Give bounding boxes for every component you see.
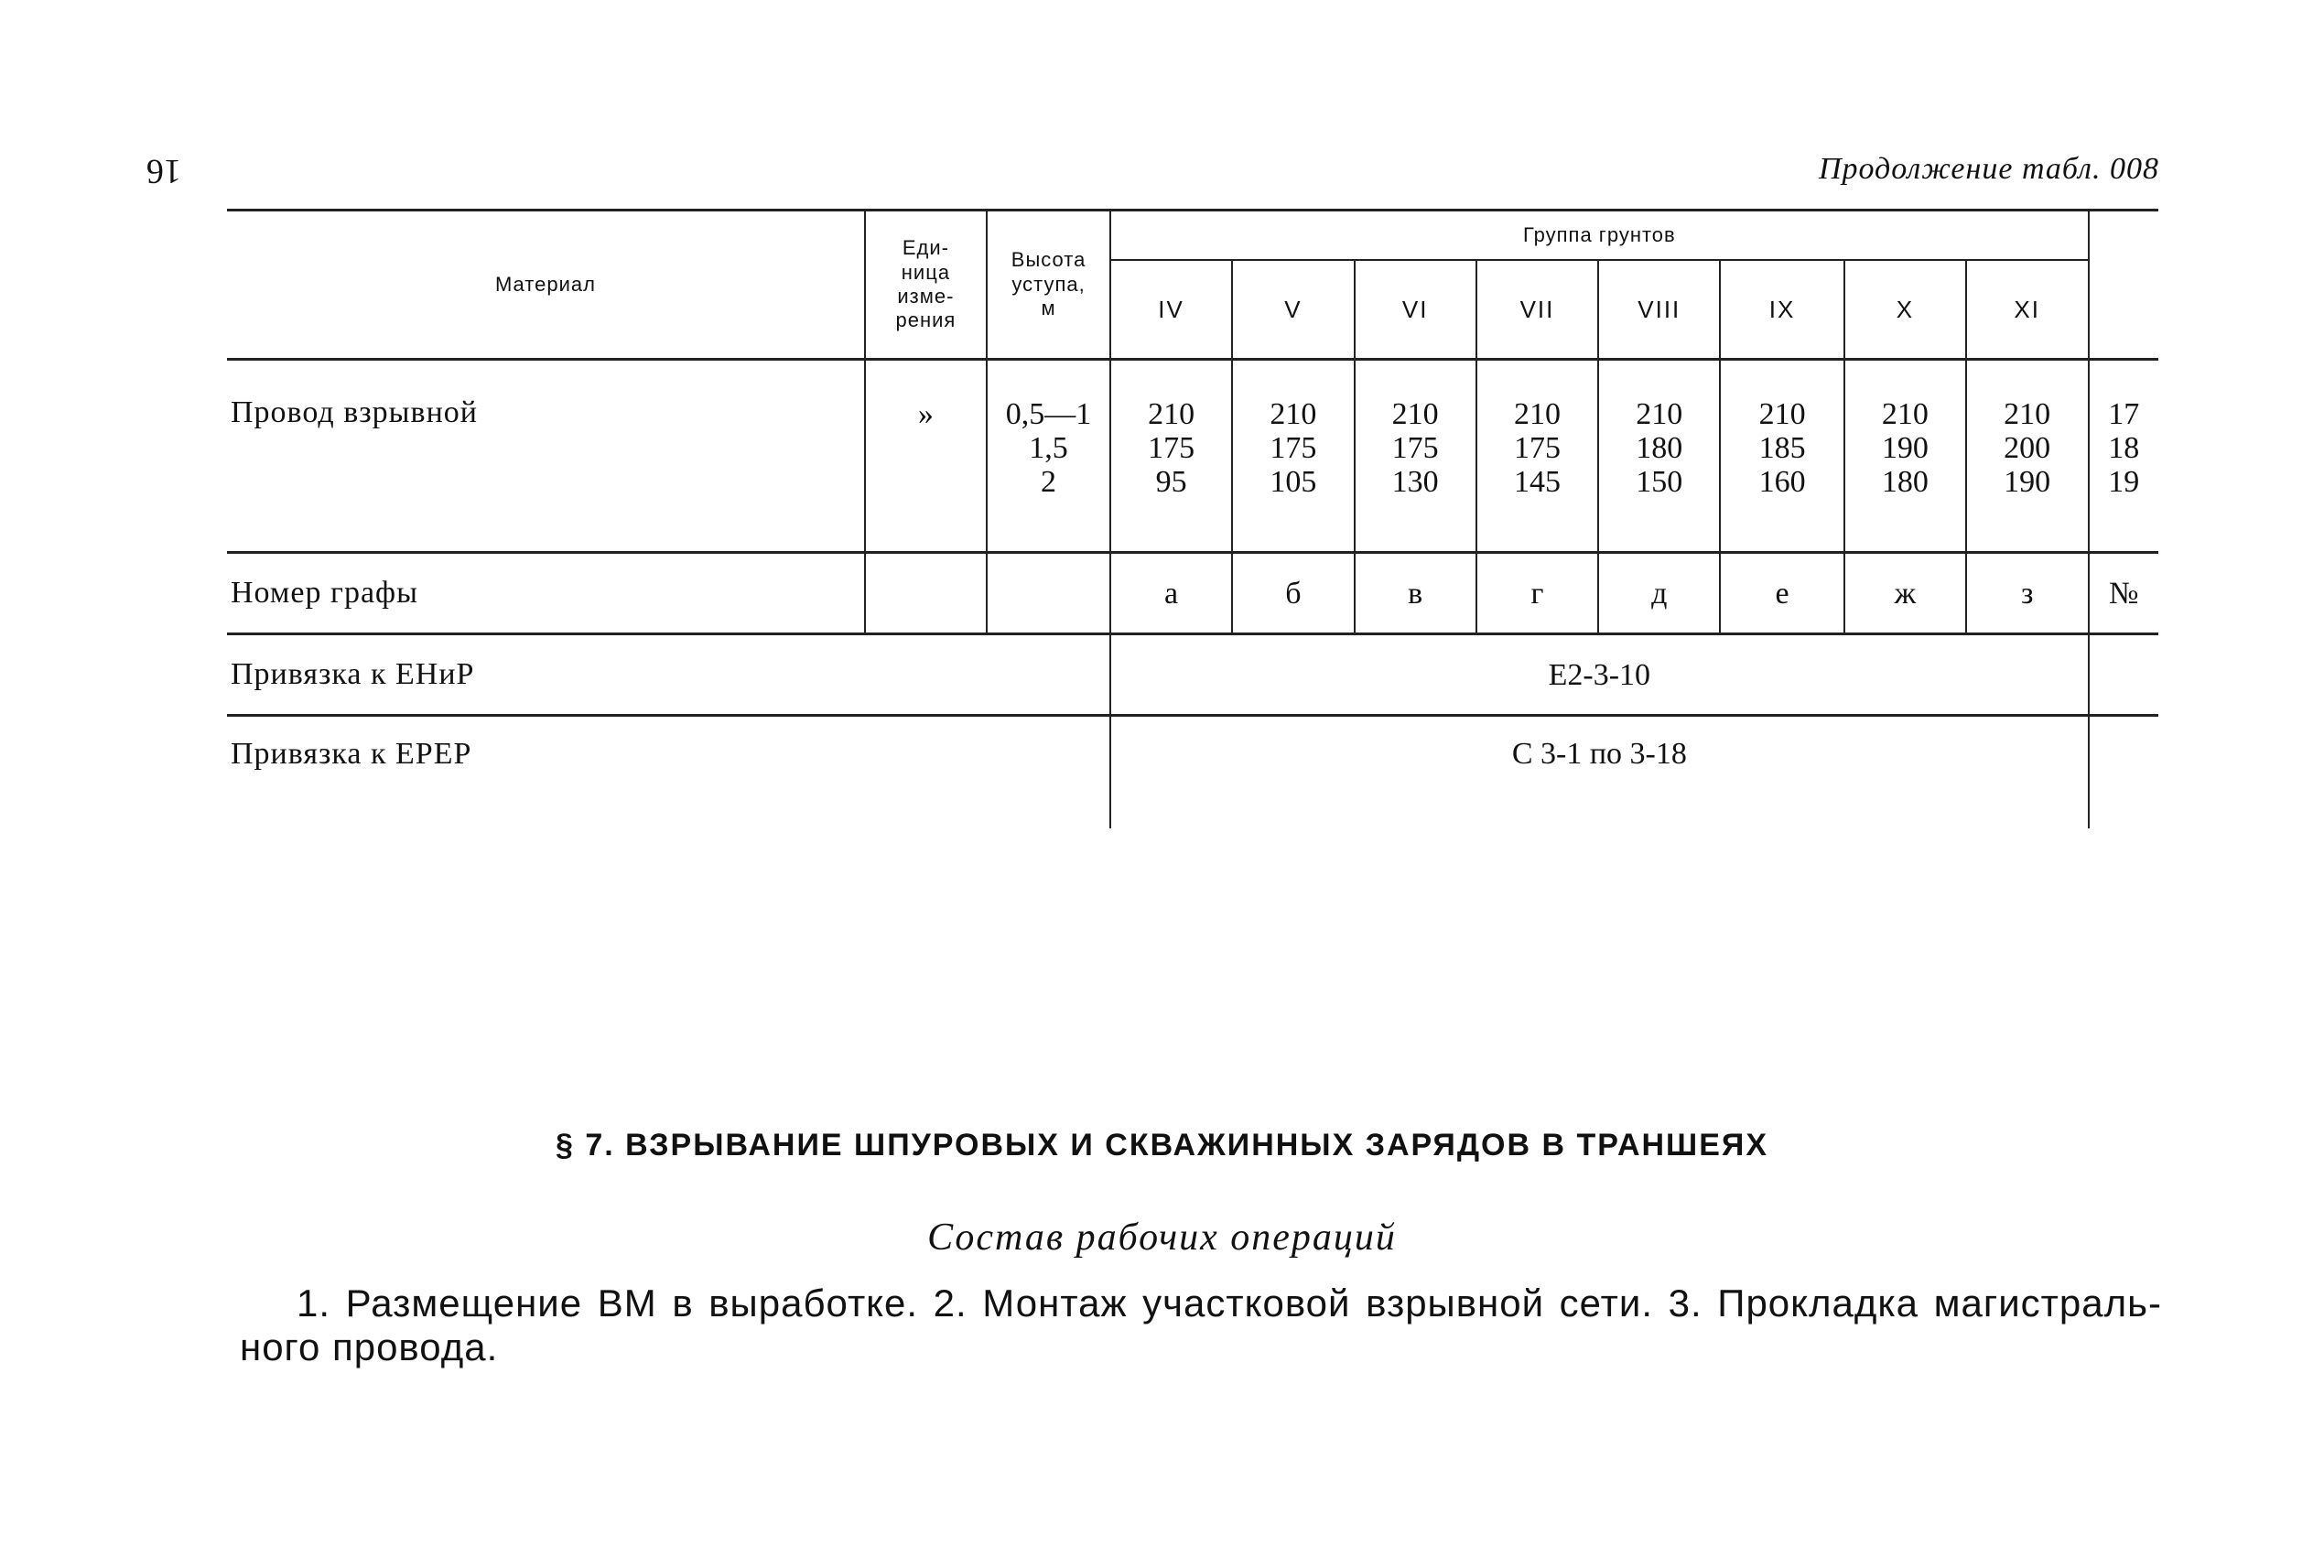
- empty-unit: [865, 553, 987, 634]
- empty-erer-last: [2089, 716, 2158, 829]
- graph-letter-d: д: [1598, 553, 1720, 634]
- group-header-vii: VII: [1476, 260, 1599, 360]
- table-row-enir: [227, 634, 2158, 716]
- value-viii: 210 180 150: [1598, 360, 1720, 553]
- label-graph-number: Номер графы: [227, 553, 865, 634]
- group-header-iv: IV: [1110, 260, 1232, 360]
- value-erer: С 3-1 по 3-18: [1110, 716, 2088, 829]
- group-header-viii: VIII: [1598, 260, 1720, 360]
- material-provod: Провод взрывной: [227, 360, 865, 553]
- group-header-ix: IX: [1720, 260, 1844, 360]
- value-x: 210 190 180: [1844, 360, 1966, 553]
- header-unit: Еди- ница изме- рения: [865, 211, 987, 360]
- graph-letter-e: е: [1720, 553, 1844, 634]
- operations-paragraph: [240, 1281, 2162, 1369]
- graph-letter-v: в: [1355, 553, 1476, 634]
- graph-letter-z: з: [1966, 553, 2089, 634]
- header-blank: [2089, 211, 2158, 360]
- row-numbers: 17 18 19: [2089, 360, 2158, 553]
- heights-provod: 0,5—1 1,5 2: [987, 360, 1110, 553]
- value-vii: 210 175 145: [1476, 360, 1599, 553]
- section-title: § 7. ВЗРЫВАНИЕ ШПУРОВЫХ И СКВАЖИННЫХ ЗАРЯДОВ В ТРАНШЕЯХ: [555, 1128, 1769, 1162]
- operations-text: 1. Размещение ВМ в выработке. 2. Монтаж участковой взрывной сети. 3. Прокладка магистраль-ного провода.: [240, 1281, 2162, 1368]
- empty-height: [987, 553, 1110, 634]
- graph-letter-a: а: [1110, 553, 1232, 634]
- group-header-xi: XI: [1966, 260, 2089, 360]
- table-row-provod: [227, 360, 2158, 553]
- table-continuation-caption: Продолжение табл. 008: [1818, 152, 2159, 186]
- table-row-graph-number: [227, 553, 2158, 634]
- value-iv: 210 175 95: [1110, 360, 1232, 553]
- header-soil-group: Группа грунтов: [1110, 211, 2088, 261]
- group-header-v: V: [1232, 260, 1355, 360]
- value-vi: 210 175 130: [1355, 360, 1476, 553]
- group-header-vi: VI: [1355, 260, 1476, 360]
- table-row-erer: [227, 716, 2158, 829]
- value-enir: Е2-3-10: [1110, 634, 2088, 716]
- value-ix: 210 185 160: [1720, 360, 1844, 553]
- graph-letter-g: г: [1476, 553, 1599, 634]
- graph-letter-zh: ж: [1844, 553, 1966, 634]
- graph-number-sign: №: [2089, 553, 2158, 634]
- section-subtitle: Состав рабочих операций: [927, 1217, 1397, 1259]
- header-material: Материал: [227, 211, 865, 360]
- page-number: 16: [146, 152, 181, 190]
- group-header-x: X: [1844, 260, 1966, 360]
- label-enir: Привязка к ЕНиР: [227, 634, 1110, 716]
- empty-enir-last: [2089, 634, 2158, 716]
- value-v: 210 175 105: [1232, 360, 1355, 553]
- value-xi: 210 200 190: [1966, 360, 2089, 553]
- norms-table: [227, 209, 2158, 828]
- graph-letter-b: б: [1232, 553, 1355, 634]
- header-bench-height: Высота уступа, м: [987, 211, 1110, 360]
- unit-provod: »: [865, 360, 987, 553]
- label-erer: Привязка к ЕРЕР: [227, 716, 1110, 829]
